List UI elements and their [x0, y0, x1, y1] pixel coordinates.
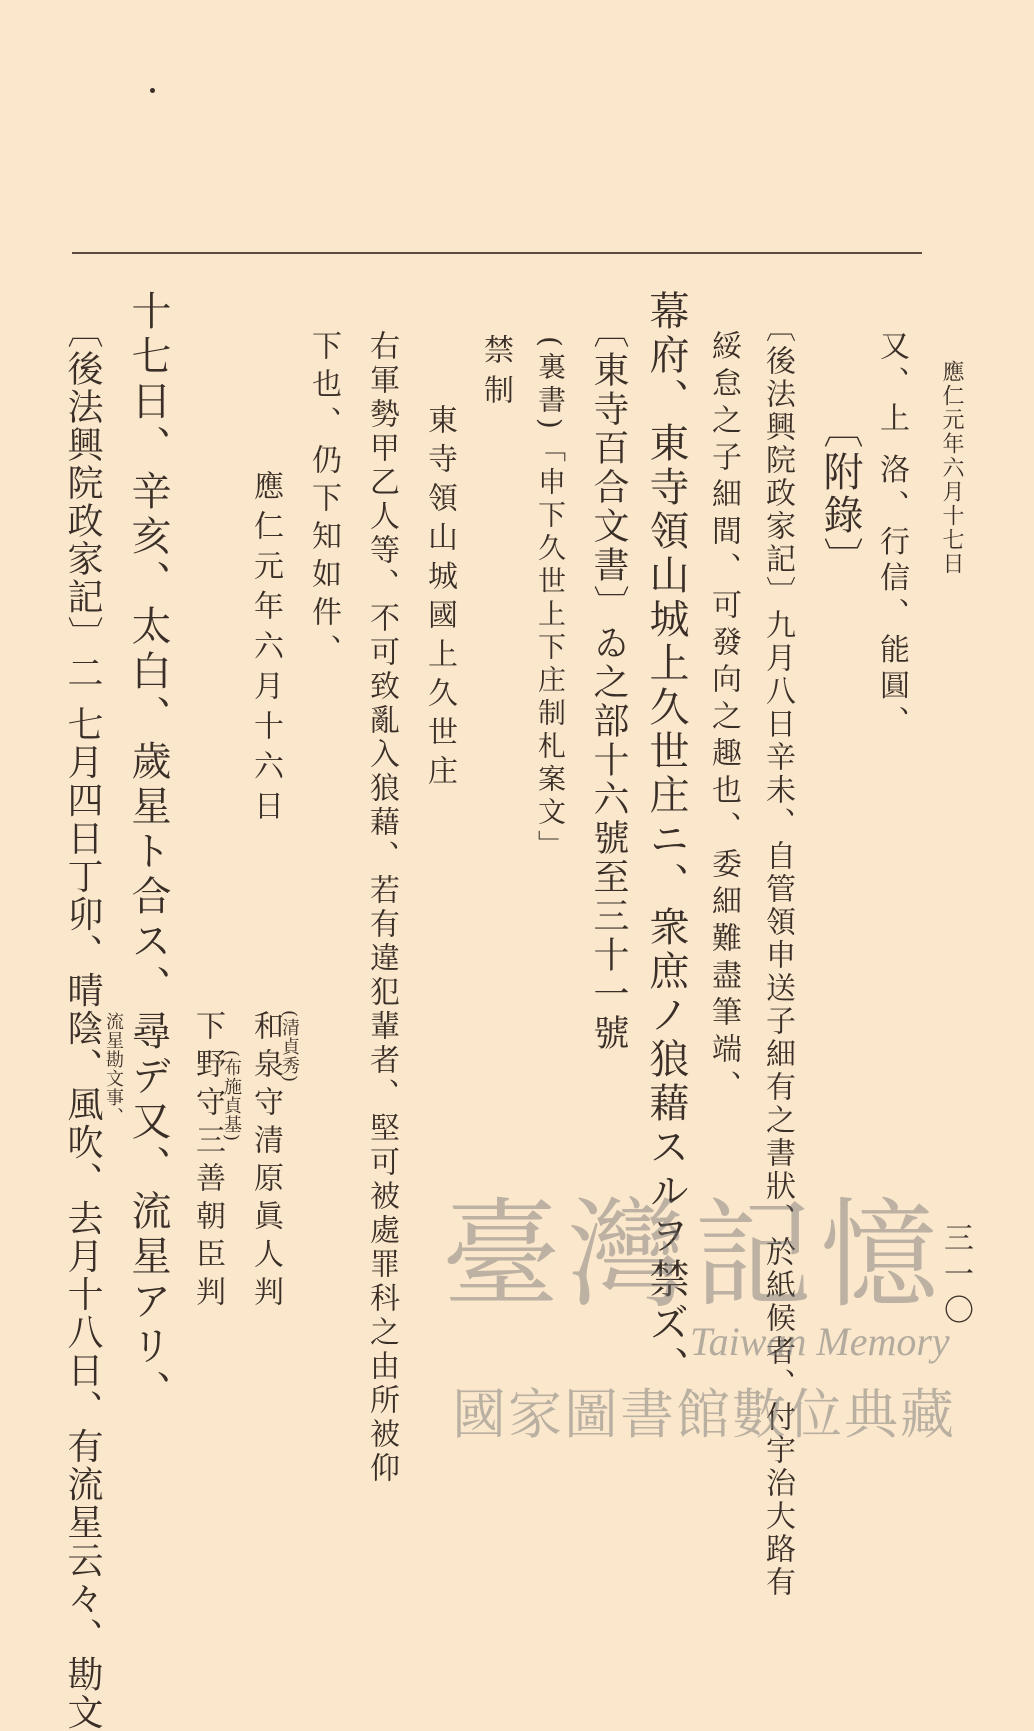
text-line-4: 綏怠之子細間、可發向之趣也、委細難盡筆端、	[706, 330, 741, 1107]
text-line-8: 禁制	[478, 334, 513, 414]
text-line-2: 〔附錄〕	[817, 408, 863, 580]
text-line-14: 十七日、辛亥、太白、歲星ト合ス、尋デ又、流星アリ、	[125, 290, 171, 1415]
page-number: 三一〇	[938, 1222, 973, 1330]
signature-note-1: (清貞秀)	[279, 1010, 300, 1084]
text-line-5: 幕府、東寺領山城上久世庄ニ、衆庶ノ狼藉スルヲ禁ズ、	[643, 290, 689, 1390]
watermark-national-library: 國家圖書館數位典藏	[452, 1383, 956, 1446]
signature-2: 下野守三善朝臣判	[190, 1010, 225, 1314]
text-line-1: 又、上 洛、行信、能圓、	[874, 330, 909, 742]
horizontal-rule	[72, 252, 922, 254]
text-line-15-note: 流星勘文事、	[103, 1012, 124, 1126]
signature-1: 和泉守清原眞人判	[248, 1010, 283, 1314]
text-line-15: 〔後法興院政家記〕二 七月四日丁卯、晴陰、風吹、去月十八日、有流星云々、勘文	[62, 312, 103, 1731]
signature-note-2: (布施貞基)	[221, 1050, 242, 1143]
text-line-6: 〔東寺百合文書〕ゐ之部十六號至三十一號	[588, 312, 629, 1053]
text-line-11: 下也、仍下知如件、	[306, 330, 341, 672]
text-line-10: 右軍勢甲乙人等、不可致亂入狼藉、若有違犯輩者、堅可被處罪科之由所被仰	[364, 330, 399, 1486]
text-line-7: (裏書)「申下久世上下庄制札案文」	[534, 336, 567, 863]
watermark-taiwan-memory-english: Taiwan Memory	[690, 1319, 950, 1364]
document-date: 應仁元年六月十六日	[248, 470, 283, 830]
watermark-taiwan-memory-chinese: 臺灣記憶	[442, 1186, 947, 1324]
text-line-3: 〔後法興院政家記〕九月八日辛未、自管領申送子細有之書狀、於紙候者、付宇治大路有	[760, 312, 795, 1599]
text-line-9: 東寺領山城國上久世庄	[422, 404, 457, 794]
running-title: 應仁元年六月十七日	[939, 360, 964, 576]
ink-speck	[150, 88, 155, 93]
